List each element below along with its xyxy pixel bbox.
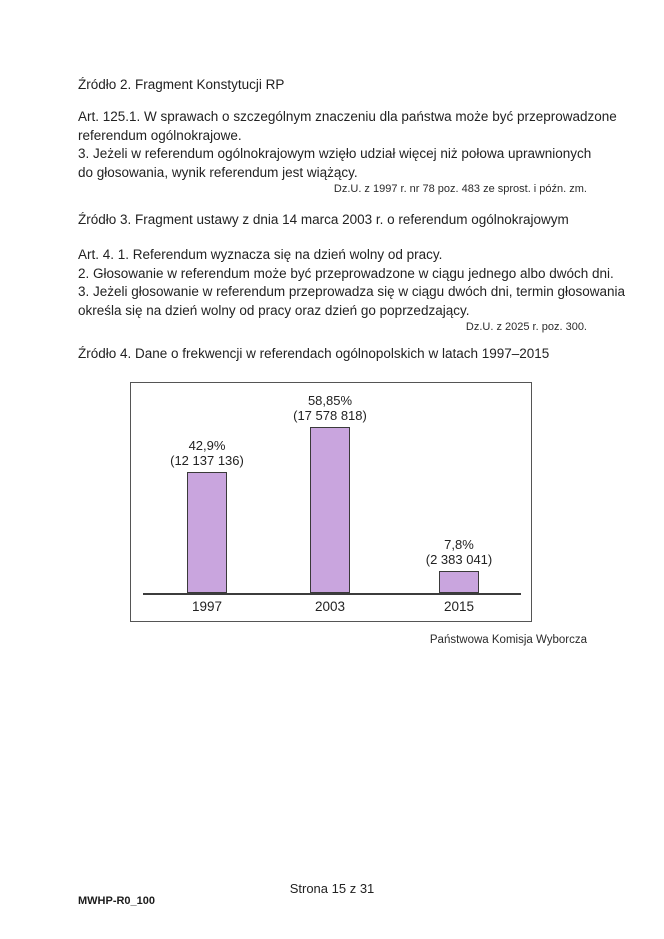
bar-percent-label: 42,9% xyxy=(188,438,226,453)
source3-text-line: 3. Jeżeli głosowanie w referendum przeprowadza się w ciągu dwóch dni, termin głosowania xyxy=(78,284,626,299)
source3-paragraph xyxy=(78,246,626,320)
x-axis-line xyxy=(143,593,521,595)
bar-absolute-label: (12 137 136) xyxy=(170,453,244,468)
turnout-bar-chart xyxy=(130,382,532,622)
source4-heading: Źródło 4. Dane o frekwencji w referendach ogólnopolskich w latach 1997–2015 xyxy=(78,346,550,361)
page-number: Strona 15 z 31 xyxy=(289,881,375,896)
source2-heading: Źródło 2. Fragment Konstytucji RP xyxy=(78,77,285,92)
bar-1997 xyxy=(187,472,227,593)
source2-text-line: 3. Jeżeli w referendum ogólnokrajowym wzięło udział więcej niż połowa uprawnionych xyxy=(78,146,592,161)
x-tick-2003: 2003 xyxy=(314,599,346,614)
x-tick-1997: 1997 xyxy=(191,599,223,614)
bar-2003 xyxy=(310,427,350,593)
document-code: MWHP-R0_100 xyxy=(78,895,156,907)
source3-text-line: Art. 4. 1. Referendum wyznacza się na dzień wolny od pracy. xyxy=(78,247,443,262)
source2-text-line: referendum ogólnokrajowe. xyxy=(78,127,242,143)
source3-citation: Dz.U. z 2025 r. poz. 300. xyxy=(465,321,587,333)
source3-heading: Źródło 3. Fragment ustawy z dnia 14 marca 2003 r. o referendum ogólnokrajowym xyxy=(78,212,569,227)
source2-text-line: Art. 125.1. W sprawach o szczególnym znaczeniu dla państwa może być przeprowadzone xyxy=(78,109,617,124)
source3-text-line: określa się na dzień wolny od pracy oraz dzień go poprzedzający. xyxy=(78,302,470,318)
bar-percent-label: 7,8% xyxy=(444,537,474,552)
bar-absolute-label: (17 578 818) xyxy=(293,408,367,423)
source3-text-line: 2. Głosowanie w referendum może być przeprowadzone w ciągu jednego albo dwóch dni. xyxy=(78,265,614,281)
source2-paragraph xyxy=(78,108,617,182)
bar-absolute-label: (2 383 041) xyxy=(425,552,493,567)
source2-citation: Dz.U. z 1997 r. nr 78 poz. 483 ze sprost. i późn. zm. xyxy=(333,183,587,195)
source2-text-line: do głosowania, wynik referendum jest wiążący. xyxy=(78,164,358,180)
chart-source-attribution: Państwowa Komisja Wyborcza xyxy=(429,634,587,646)
bar-2015 xyxy=(439,571,479,593)
x-tick-2015: 2015 xyxy=(443,599,475,614)
bar-group-2015 xyxy=(379,537,539,593)
bar-percent-label: 58,85% xyxy=(307,393,353,408)
